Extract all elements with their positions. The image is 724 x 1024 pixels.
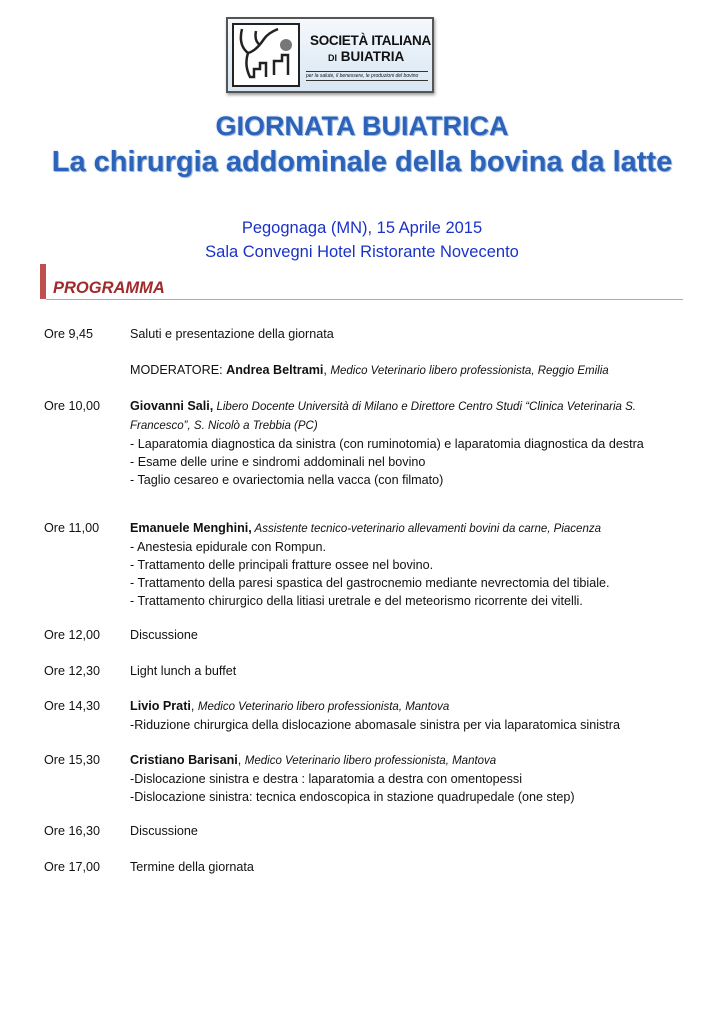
program-time: Ore 15,30 [44,753,101,767]
program-time: Ore 10,00 [44,399,101,413]
speaker-name: Emanuele Menghini, [130,521,252,535]
section-divider [46,299,683,300]
speaker-name: Livio Prati [130,699,191,713]
topic: -Dislocazione sinistra: tecnica endoscopica in stazione quadrupedale (one step) [130,790,575,804]
topic: - Anestesia epidurale con Rompun. [130,540,327,554]
speaker-affiliation: Medico Veterinario libero professionista, Mantova [197,701,450,713]
logo-line1: SOCIETÀ ITALIANA [310,33,431,48]
topic: - Trattamento delle principali fratture ossee nel bovino. [130,558,434,572]
section-accent-bar [40,264,46,299]
speaker-affiliation: Medico Veterinario libero professionista, Mantova [244,755,497,767]
program-text: Light lunch a buffet [130,664,237,678]
topic: - Trattamento della paresi spastica del gastrocnemio mediante nevrectomia del tibiale. [130,576,610,590]
program-text: Saluti e presentazione della giornata [130,327,334,341]
speaker-name: Giovanni Sali, [130,399,214,413]
program-time: Ore 12,30 [44,664,101,678]
event-location-date: Pegognaga (MN), 15 Aprile 2015 [241,219,483,237]
speaker-affiliation: Libero Docente Università di Milano e Direttore Centro Studi “Clinica Veterinaria S. Francesco”, S. Nicolò a Trebbia (PC) [130,401,636,432]
program-time: Ore 9,45 [44,327,94,341]
event-venue: Sala Convegni Hotel Ristorante Novecento [205,243,519,261]
topic: -Dislocazione sinistra e destra : laparatomia a destra con omentopessi [130,772,522,786]
topic: -Riduzione chirurgica della dislocazione abomasale sinistra per via laparatomica sinistra [130,718,620,732]
event-subtitle: La chirurgia addominale della bovina da latte [51,146,673,178]
program-text: Discussione [130,824,198,838]
program-time: Ore 17,00 [44,860,101,874]
program-time: Ore 12,00 [44,628,101,642]
logo-line2: DI BUIATRIA [328,49,405,64]
topic: - Taglio cesareo e ovariectomia nella vacca (con filmato) [130,473,444,487]
program-text: Termine della giornata [130,860,254,874]
program-time: Ore 16,30 [44,824,101,838]
program-time: Ore 11,00 [44,521,100,535]
speaker-affiliation: Assistente tecnico-veterinario allevamenti bovini da carne, Piacenza [251,523,601,535]
topic: - Trattamento chirurgico della litiasi uretrale e del meteorismo ricorrente dei vitelli. [130,594,583,608]
moderator-name: Andrea Beltrami [226,363,324,377]
moderator-label: MODERATORE: [130,363,227,377]
logo-tagline: per la salute, il benessere, le produzioni del bovino [306,71,428,81]
event-title: GIORNATA BUIATRICA [215,111,509,141]
program-time: Ore 14,30 [44,699,101,713]
moderator-affiliation: Medico Veterinario libero professionista, Reggio Emilia [330,365,609,377]
program-text: Discussione [130,628,198,642]
speaker-name: Cristiano Barisani [130,753,238,767]
bull-head-logo-icon [232,23,300,87]
societa-italiana-buiatria-logo [226,17,434,93]
section-heading: PROGRAMMA [53,279,165,297]
topic: - Laparatomia diagnostica da sinistra (con ruminotomia) e laparatomia diagnostica da destra [130,437,644,451]
topic: - Esame delle urine e sindromi addominali nel bovino [130,455,426,469]
